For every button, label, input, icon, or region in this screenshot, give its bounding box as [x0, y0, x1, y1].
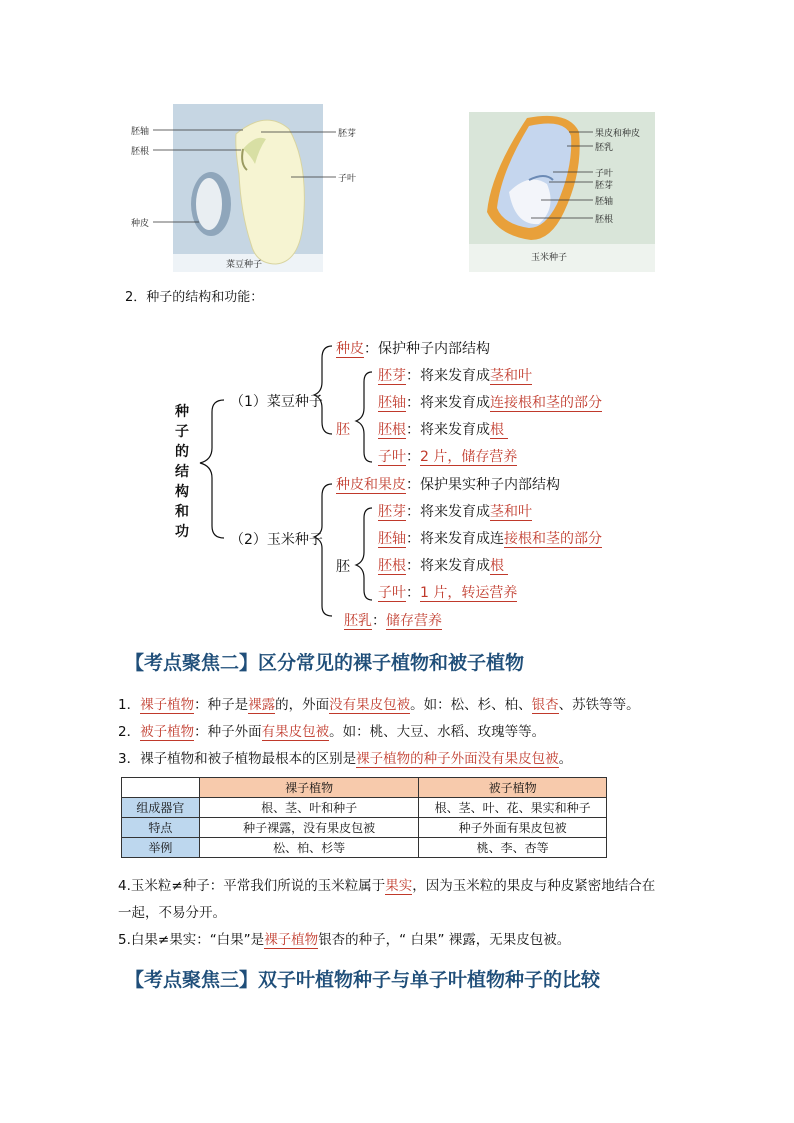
table-cell: 根、茎、叶、花、果实和种子 — [419, 798, 607, 818]
corn-label-bud: 胚芽 — [595, 181, 614, 191]
table-cell: 种子外面有果皮包被 — [419, 818, 607, 838]
table-header-cell — [122, 778, 200, 798]
point3-text-c: 。 — [558, 751, 573, 767]
bean-part-row — [378, 446, 517, 466]
bean-label-axis: 胚轴 — [131, 127, 150, 137]
point3-answer-b: 裸子植物的种子外面没有果皮包被 — [356, 751, 559, 767]
bean-part-desc: ：将来发育成 — [406, 395, 490, 411]
bean-label-cotyledon: 子叶 — [338, 174, 357, 184]
focus2-heading: 【考点聚焦二】区分常见的裸子植物和被子植物 — [125, 652, 525, 674]
table-cell: 桃、李、杏等 — [419, 838, 607, 858]
corn-part-term: 胚根 — [378, 558, 406, 574]
corn-endosperm-row — [344, 610, 442, 630]
bean-part-answer: 茎和叶 — [490, 368, 532, 384]
title-char: 的 — [175, 444, 189, 460]
table-header-row — [122, 778, 607, 798]
table-row-head: 特点 — [122, 818, 200, 838]
focus2-point3 — [118, 747, 572, 767]
bean-part-answer: 2 片，储存营养 — [420, 449, 518, 465]
point2-term: 被子植物 — [140, 724, 195, 740]
bean-caption: 菜豆种子 — [226, 260, 263, 270]
bean-embryo-label: 胚 — [336, 422, 350, 438]
bean-seed-figure — [131, 104, 363, 272]
point1-answer-d: 没有果皮包被 — [329, 697, 411, 713]
corn-caption: 玉米种子 — [531, 253, 568, 263]
bean-part-desc: ：将来发育成 — [406, 368, 490, 384]
corn-branch-label: （2）玉米种子 — [230, 532, 323, 548]
point1-text-e: 。如：松、杉、柏、 — [410, 697, 532, 713]
bean-part-row — [378, 419, 508, 439]
bean-branch-label: （1）菜豆种子 — [230, 394, 323, 410]
corn-part-answer: 茎和叶 — [490, 504, 532, 520]
table-header-cell: 裸子植物 — [199, 778, 419, 798]
point1-answer-f: 银杏 — [531, 697, 559, 713]
point3-text-a: 3．裸子植物和被子植物最根本的区别是 — [118, 751, 357, 767]
point1-text-c: 的，外面 — [275, 697, 330, 713]
table-cell: 根、茎、叶和种子 — [199, 798, 419, 818]
bean-part-row — [378, 365, 532, 385]
corn-part-row — [378, 501, 532, 521]
corn-part-row — [378, 582, 517, 602]
corn-label-axis: 胚轴 — [595, 197, 614, 207]
focus2-point2 — [118, 720, 545, 740]
corn-embryo-label: 胚 — [336, 559, 350, 575]
section2-heading: 2．种子的结构和功能： — [125, 290, 264, 305]
focus2-point1 — [118, 693, 640, 713]
focus2-point4-line1 — [118, 874, 655, 894]
comparison-table — [121, 777, 607, 858]
table-row — [122, 838, 607, 858]
point-number: 2． — [118, 724, 141, 740]
corn-label-pericarp: 果皮和种皮 — [595, 129, 641, 139]
bean-part-desc: ： — [406, 449, 420, 465]
corn-part-answer: 接根和茎的部分 — [504, 531, 602, 547]
bean-label-root: 胚根 — [131, 147, 150, 157]
table-row — [122, 798, 607, 818]
bean-coat-row — [336, 338, 490, 358]
bean-part-answer: 连接根和茎的部分 — [490, 395, 602, 411]
table-cell: 松、柏、杉等 — [199, 838, 419, 858]
table-cell: 种子裸露，没有果皮包被 — [199, 818, 419, 838]
bean-part-row — [378, 392, 602, 412]
corn-part-term: 子叶 — [378, 585, 406, 601]
point5-text-c: 银杏的种子，“ 白果” 裸露，无果皮包被。 — [318, 932, 571, 948]
corn-part-answer: 1 片，转运营养 — [420, 585, 518, 601]
bean-part-answer: 根 — [490, 422, 509, 438]
point1-answer-b: 裸露 — [248, 697, 276, 713]
point4-text-c: ，因为玉米粒的果皮与种皮紧密地结合在 — [412, 878, 656, 894]
bean-part-term: 胚芽 — [378, 368, 406, 384]
corn-part-desc: ：将来发育成 — [406, 504, 490, 520]
bean-part-term: 子叶 — [378, 449, 406, 465]
point-number: 1． — [118, 697, 141, 713]
corn-part-desc: ：将来发育成 — [406, 558, 490, 574]
corn-part-desc: ：将来发育成连 — [406, 531, 504, 547]
corn-coat-desc: ：保护果实种子内部结构 — [406, 477, 560, 493]
table-row-head: 举例 — [122, 838, 200, 858]
table-header-cell: 被子植物 — [419, 778, 607, 798]
bean-part-desc: ：将来发育成 — [406, 422, 490, 438]
point2-answer-b: 有果皮包被 — [261, 724, 330, 740]
title-char: 子 — [175, 424, 189, 440]
table-row — [122, 818, 607, 838]
title-char: 结 — [175, 464, 189, 480]
bean-coat-desc: ：保护种子内部结构 — [364, 341, 490, 357]
corn-part-row — [378, 555, 508, 575]
bean-coat-term: 种皮 — [336, 341, 364, 357]
corn-part-term: 胚轴 — [378, 531, 406, 547]
corn-part-desc: ： — [406, 585, 420, 601]
corn-label-endosperm: 胚乳 — [595, 143, 614, 153]
focus3-heading: 【考点聚焦三】双子叶植物种子与单子叶植物种子的比较 — [125, 969, 601, 991]
bean-seed-illustration — [131, 104, 363, 272]
bean-part-term: 胚轴 — [378, 395, 406, 411]
bean-label-bud: 胚芽 — [338, 129, 357, 139]
point4-text-a: 4.玉米粒≠种子：平常我们所说的玉米粒属于 — [118, 878, 386, 894]
title-char: 构 — [175, 484, 189, 500]
point2-text-c: 。如：桃、大豆、水稻、玫瑰等等。 — [329, 724, 546, 740]
title-char: 功 — [175, 524, 189, 540]
corn-label-root: 胚根 — [595, 215, 614, 225]
corn-endosperm-term: 胚乳 — [344, 613, 372, 629]
corn-part-answer: 根 — [490, 558, 509, 574]
structure-title — [174, 402, 190, 542]
point1-text-g: 、苏铁等等。 — [558, 697, 640, 713]
corn-endosperm-answer: 储存营养 — [386, 613, 442, 629]
table-row-head: 组成器官 — [122, 798, 200, 818]
corn-endosperm-desc: ： — [372, 613, 386, 629]
title-char: 和 — [175, 504, 189, 520]
corn-label-cotyledon: 子叶 — [595, 169, 614, 179]
bean-label-coat: 种皮 — [131, 219, 150, 229]
corn-part-term: 胚芽 — [378, 504, 406, 520]
bean-part-term: 胚根 — [378, 422, 406, 438]
corn-coat-term: 种皮和果皮 — [336, 477, 406, 493]
corn-seed-figure — [469, 112, 657, 272]
focus2-point5 — [118, 928, 570, 948]
point2-text-a: ：种子外面 — [194, 724, 262, 740]
title-char: 种 — [175, 404, 189, 420]
point1-term: 裸子植物 — [140, 697, 195, 713]
corn-coat-row — [336, 474, 560, 494]
point5-text-a: 5.白果≠果实：“白果”是 — [118, 932, 265, 948]
focus2-point4-line2: 一起，不易分开。 — [118, 905, 226, 921]
corn-part-row — [378, 528, 602, 548]
point5-answer-b: 裸子植物 — [264, 932, 319, 948]
point1-text-a: ：种子是 — [194, 697, 249, 713]
point4-answer-b: 果实 — [385, 878, 413, 894]
